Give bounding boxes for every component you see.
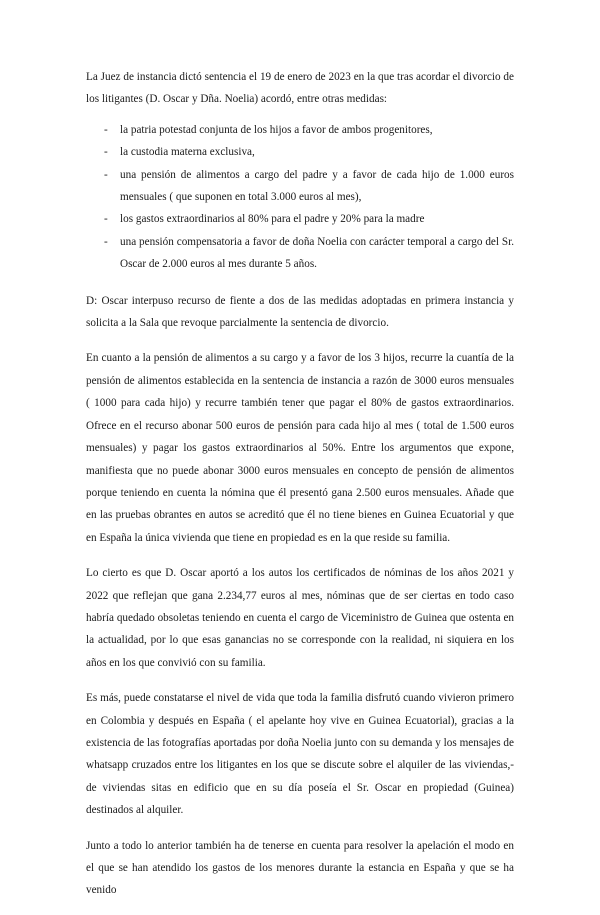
alimony-appeal-paragraph: En cuanto a la pensión de alimentos a su cargo y a favor de los 3 hijos, recurre la cuantía de la pensión de alimentos establecida en la sentencia de instancia a razón de 3000 euros mensuales ( 1000 para cada hijo) y recurre también tener que pagar el 80% de gastos extraordinarios. Ofrece en el recurso abonar 500 euros de pensión para cada hijo al mes ( total de 1.500 euros mensuales) y pagar los gastos extraordinarios al 50%. Entre los argumentos que expone, manifiesta que no puede abonar 3000 euros mensuales en concepto de pensión de alimentos porque teniendo en cuenta la nómina que él presentó gana 2.500 euros mensuales. Añade que en las pruebas obrantes en autos se acreditó que él no tiene bienes en Guinea Ecuatorial y que en España la única vivienda que tiene en propiedad es en la que reside su familia. — [86, 352, 514, 544]
measure-item — [86, 119, 514, 141]
measure-text: una pensión compensatoria a favor de doña Noelia con carácter temporal a cargo del Sr. Oscar de 2.000 euros al mes durante 5 años. — [120, 235, 514, 271]
measure-text: una pensión de alimentos a cargo del padre y a favor de cada hijo de 1.000 euros mensuales ( que suponen en total 3.000 euros al mes), — [120, 168, 514, 204]
dash-marker: - — [104, 146, 108, 159]
intro-paragraph: La Juez de instancia dictó sentencia el 19 de enero de 2023 en la que tras acordar el divorcio de los litigantes (D. Oscar y Dña. Noelia) acordó, entre otras medidas: — [86, 71, 514, 106]
dash-marker: - — [104, 123, 108, 136]
measure-item — [86, 208, 514, 230]
dash-marker: - — [104, 213, 108, 226]
measure-text: la custodia materna exclusiva, — [120, 146, 255, 159]
measures-list — [86, 119, 514, 276]
measure-item — [86, 164, 514, 209]
document-body — [86, 66, 514, 915]
dash-marker: - — [104, 235, 108, 248]
measure-text: la patria potestad conjunta de los hijos a favor de ambos progenitores, — [120, 123, 433, 136]
measure-item — [86, 141, 514, 163]
measure-item — [86, 231, 514, 276]
appeal-paragraph: D: Oscar interpuso recurso de fiente a dos de las medidas adoptadas en primera instancia y solicita a la Sala que revoque parcialmente la sentencia de divorcio. — [86, 294, 514, 330]
dash-marker: - — [104, 168, 108, 181]
measure-text: los gastos extraordinarios al 80% para el padre y 20% para la madre — [120, 213, 425, 226]
closing-paragraph: Junto a todo lo anterior también ha de tenerse en cuenta para resolver la apelación el modo en el que se han atendido los gastos de los menores durante la estancia en España y que se ha venido — [86, 839, 514, 897]
payslips-paragraph: Lo cierto es que D. Oscar aportó a los autos los certificados de nóminas de los años 2021 y 2022 que reflejan que gana 2.234,77 euros al mes, nóminas que de ser ciertas en todo caso habría quedado obsoletas teniendo en cuenta el cargo de Viceministro de Guinea que ostenta en la actualidad, por lo que esas ganancias no se corresponde con la realidad, ni siquiera en los años en los que convivió con su familia. — [86, 567, 514, 669]
lifestyle-paragraph: Es más, puede constatarse el nivel de vida que toda la familia disfrutó cuando vivieron primero en Colombia y después en España ( el apelante hoy vive en Guinea Ecuatorial), gracias a la existencia de las fotografías aportadas por doña Noelia junto con su demanda y los mensajes de whatsapp cruzados entre los litigantes en los que se discute sobre el alquiler de las viviendas,- de viviendas sitas en edificio que en su día poseía el Sr. Oscar en propiedad (Guinea) destinados al alquiler. — [86, 692, 514, 817]
